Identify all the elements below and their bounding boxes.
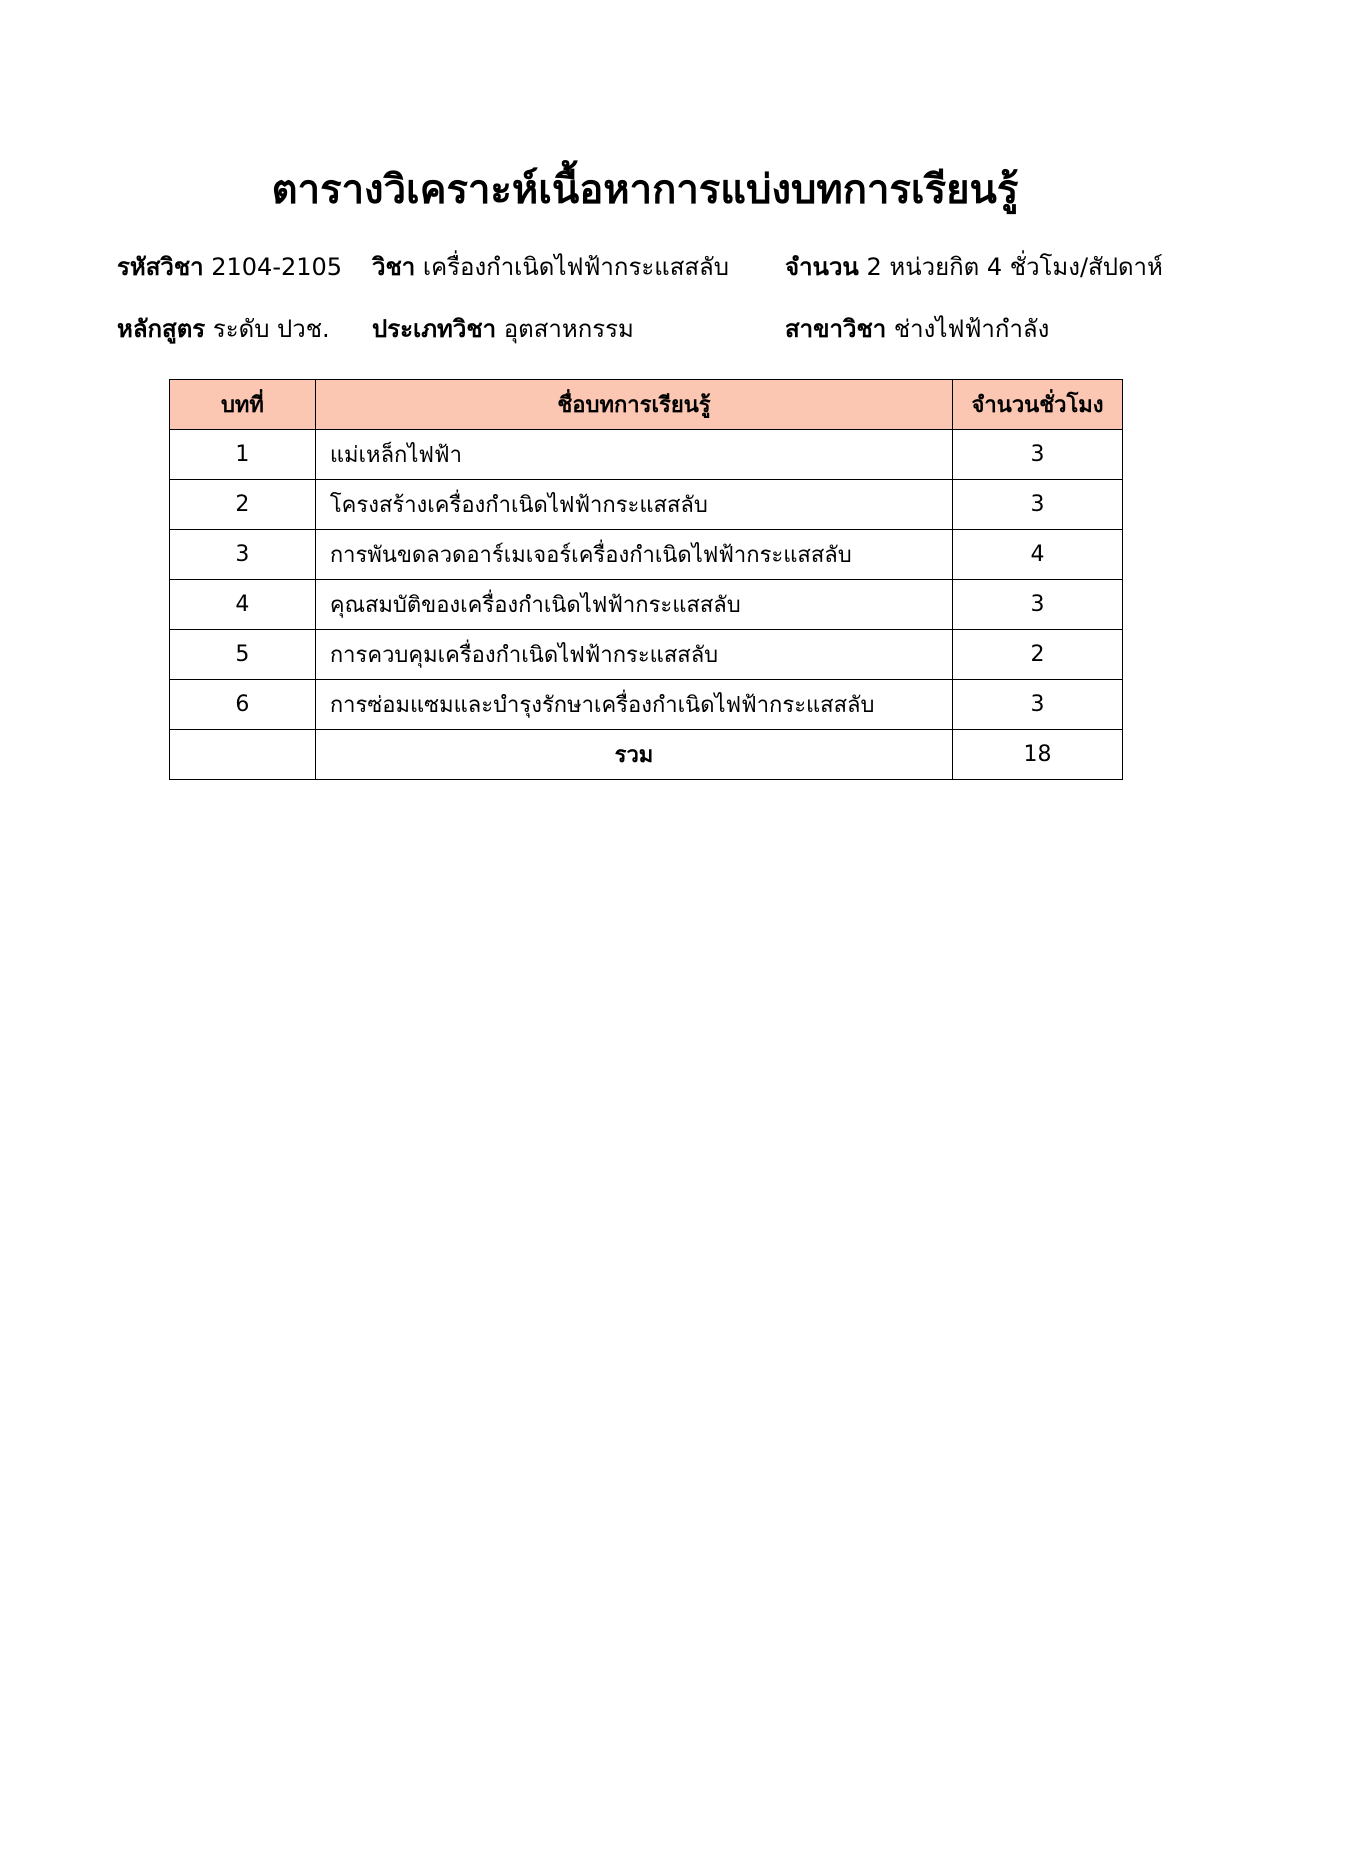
subject-value: เครื่องกำเนิดไฟฟ้ากระแสสลับ (422, 253, 729, 281)
lesson-hours: 3 (953, 480, 1123, 530)
curriculum-value: ระดับ ปวช. (212, 315, 330, 343)
table-row (170, 630, 1123, 680)
subject-label: วิชา (372, 253, 416, 281)
chapter-number: 4 (170, 580, 316, 630)
page-title: ตารางวิเคราะห์เนื้อหาการแบ่งบทการเรียนรู้ (271, 167, 1019, 213)
lesson-hours: 3 (953, 430, 1123, 480)
lesson-name: แม่เหล็กไฟฟ้า (315, 430, 952, 480)
subject (372, 247, 729, 287)
header-chapter: บทที่ (170, 380, 316, 430)
total-label: รวม (315, 730, 952, 780)
chapter-number: 6 (170, 680, 316, 730)
lesson-name: การพันขดลวดอาร์เมเจอร์เครื่องกำเนิดไฟฟ้ากระแสสลับ (315, 530, 952, 580)
table-header-row (170, 380, 1123, 430)
header-lesson-name: ชื่อบทการเรียนรู้ (315, 380, 952, 430)
curriculum (117, 309, 330, 349)
branch-value: ช่างไฟฟ้ากำลัง (893, 315, 1050, 343)
total-row (170, 730, 1123, 780)
lesson-hours: 3 (953, 680, 1123, 730)
lesson-hours: 2 (953, 630, 1123, 680)
total-empty-cell (170, 730, 316, 780)
course-code-value: 2104-2105 (211, 253, 343, 281)
amount-label: จำนวน (785, 253, 859, 281)
table-row (170, 530, 1123, 580)
chapter-number: 2 (170, 480, 316, 530)
category-value: อุตสาหกรรม (503, 315, 634, 343)
lesson-hours: 3 (953, 580, 1123, 630)
curriculum-label: หลักสูตร (117, 315, 206, 343)
lesson-hours: 4 (953, 530, 1123, 580)
chapter-number: 5 (170, 630, 316, 680)
category-label: ประเภทวิชา (372, 315, 497, 343)
table-row (170, 580, 1123, 630)
lesson-name: การควบคุมเครื่องกำเนิดไฟฟ้ากระแสสลับ (315, 630, 952, 680)
total-hours: 18 (953, 730, 1123, 780)
amount (785, 247, 1163, 287)
amount-value: 2 หน่วยกิต 4 ชั่วโมง/สัปดาห์ (866, 253, 1163, 281)
table-row (170, 480, 1123, 530)
table-row (170, 430, 1123, 480)
table-row (170, 680, 1123, 730)
chapter-number: 1 (170, 430, 316, 480)
lessons-table (169, 379, 1123, 780)
lesson-name: คุณสมบัติของเครื่องกำเนิดไฟฟ้ากระแสสลับ (315, 580, 952, 630)
course-code-label: รหัสวิชา (117, 253, 204, 281)
branch-label: สาขาวิชา (785, 315, 887, 343)
lesson-name: การซ่อมแซมและบำรุงรักษาเครื่องกำเนิดไฟฟ้ากระแสสลับ (315, 680, 952, 730)
lesson-name: โครงสร้างเครื่องกำเนิดไฟฟ้ากระแสสลับ (315, 480, 952, 530)
category (372, 309, 634, 349)
header-hours: จำนวนชั่วโมง (953, 380, 1123, 430)
chapter-number: 3 (170, 530, 316, 580)
course-code (117, 247, 342, 287)
branch (785, 309, 1049, 349)
